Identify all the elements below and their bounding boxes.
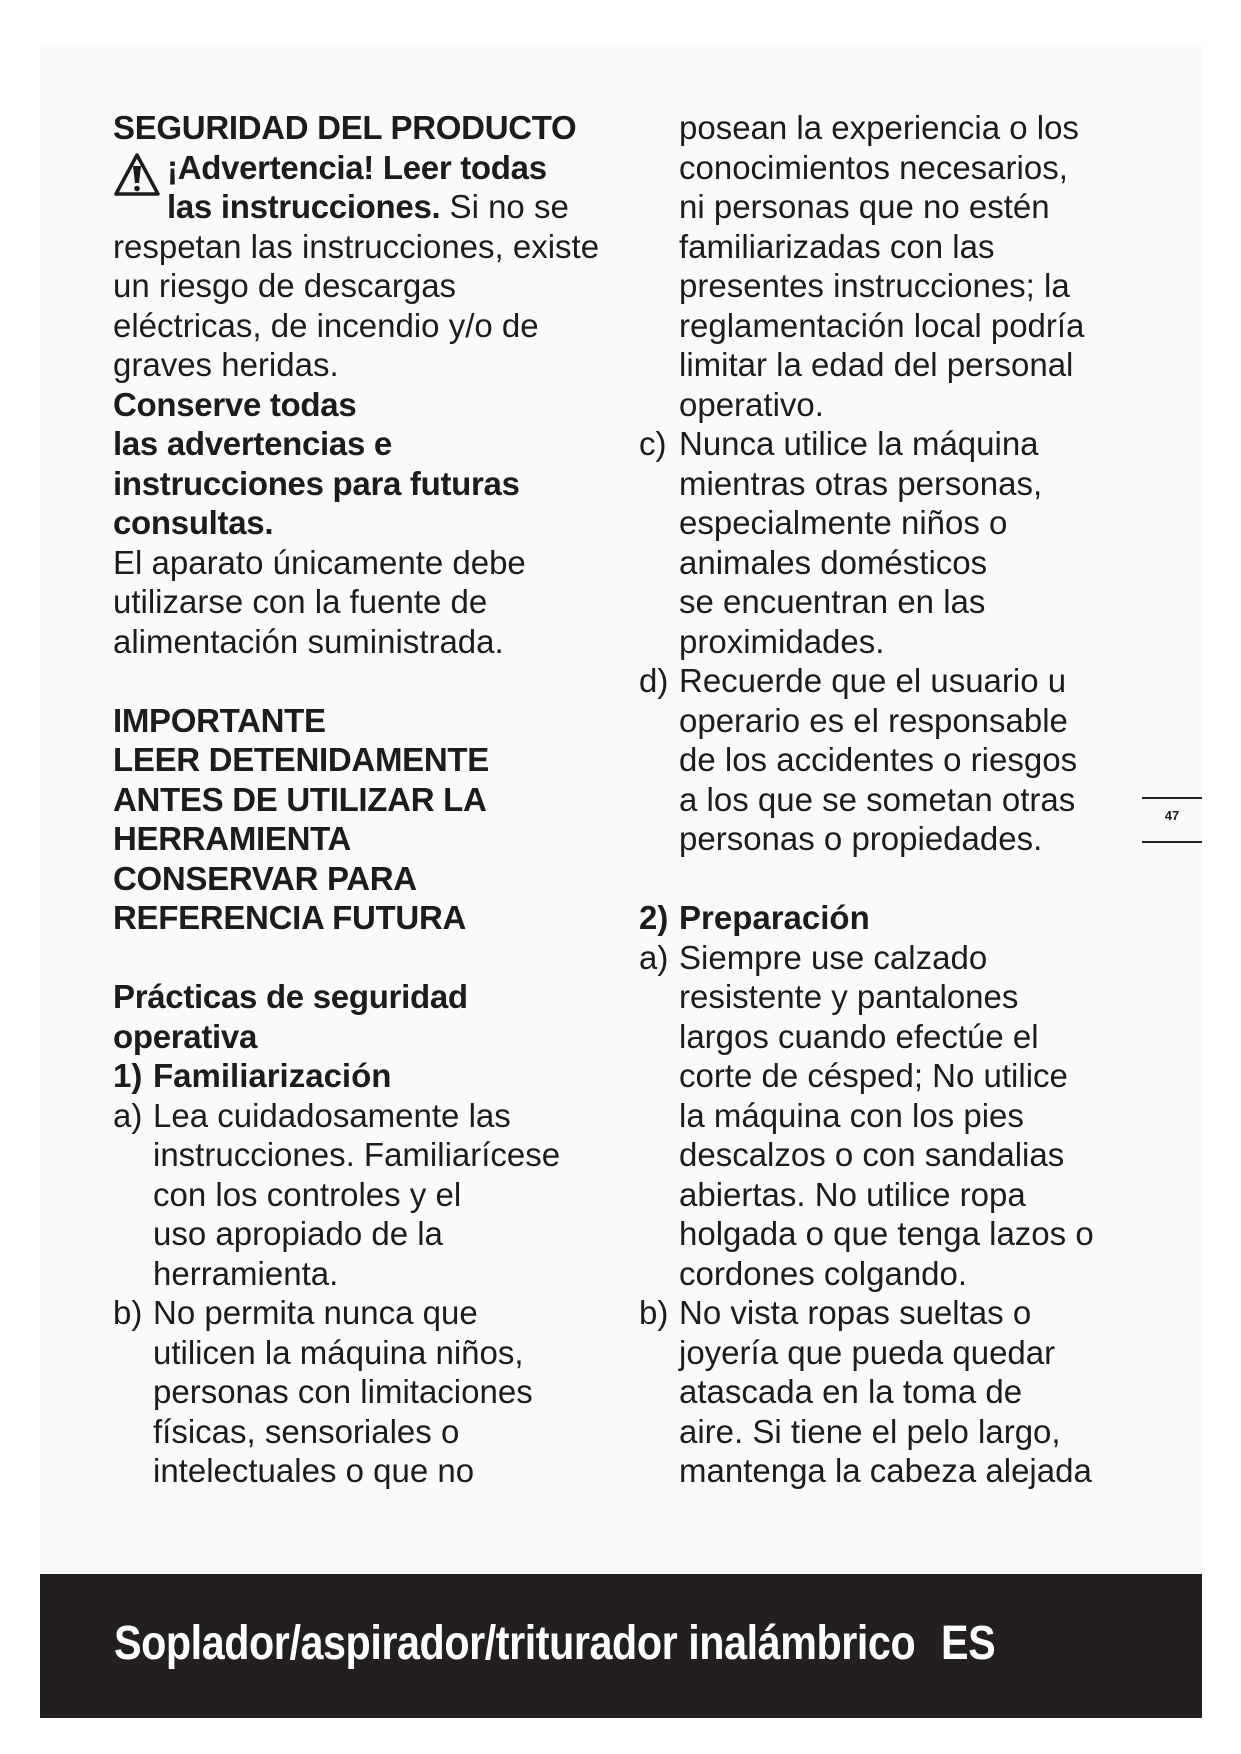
list-item-1c [639, 424, 1159, 661]
left-column [113, 108, 633, 1491]
item-line: instrucciones. Familiarícese [153, 1136, 561, 1173]
item-line: operativo. [679, 385, 824, 423]
list-item-2b [639, 1293, 1159, 1491]
warning-line-1: ¡Advertencia! Leer todas [167, 148, 547, 186]
item-line: No vista ropas sueltas o [679, 1294, 1032, 1331]
item-line: cordones colgando. [679, 1254, 968, 1292]
page-number: 47 [1164, 808, 1180, 823]
keep-line-2: las advertencias e [113, 425, 392, 462]
item-line: largos cuando efectúe el [679, 1017, 1039, 1055]
list-item-1d [639, 661, 1159, 859]
important-line-6: REFERENCIA FUTURA [113, 899, 467, 936]
section-1-title: Familiarización [153, 1057, 392, 1094]
item-label: b) [639, 1294, 669, 1331]
section-1-label: 1) [113, 1057, 143, 1094]
item-line: Recuerde que el usuario u [679, 662, 1067, 699]
power-line-3: alimentación suministrada. [113, 622, 504, 660]
item-line: resistente y pantalones [679, 978, 1019, 1015]
important-line-3: ANTES DE UTILIZAR LA [113, 780, 487, 818]
product-name: Soplador/aspirador/triturador inalámbrico [114, 1617, 916, 1670]
warning-triangle-icon [113, 152, 161, 198]
item-line: físicas, sensoriales o [153, 1412, 460, 1450]
item-line: ni personas que no estén [679, 188, 1050, 225]
right-column [639, 108, 1159, 1491]
item-line: holgada o que tenga lazos o [679, 1215, 1094, 1252]
item-line: se encuentran en las [679, 583, 986, 620]
footer-title [114, 1616, 995, 1671]
important-line-2: LEER DETENIDAMENTE [113, 741, 489, 778]
item-line: intelectuales o que no [153, 1452, 475, 1489]
item-line: personas o propiedades. [679, 820, 1043, 857]
list-item-1b-continued [639, 108, 1159, 424]
important-line-4: HERRAMIENTA [113, 820, 352, 857]
item-label: a) [113, 1096, 143, 1134]
important-line-5: CONSERVAR PARA [113, 859, 417, 897]
product-safety-heading: SEGURIDAD DEL PRODUCTO [113, 109, 577, 146]
warning-line-4: un riesgo de descargas [113, 267, 457, 304]
item-line: No permita nunca que [153, 1294, 478, 1331]
practices-heading-1: Prácticas de seguridad [113, 978, 468, 1015]
language-code: ES [941, 1617, 996, 1670]
list-item-2a [639, 938, 1159, 1294]
item-line: joyería que pueda quedar [679, 1333, 1056, 1371]
item-line: reglamentación local podría [679, 306, 1085, 344]
item-line: conocimientos necesarios, [679, 148, 1068, 186]
item-label: d) [639, 662, 669, 699]
item-line: la máquina con los pies [679, 1096, 1024, 1134]
item-line: presentes instrucciones; la [679, 267, 1070, 304]
warning-bold-2: las instrucciones. [167, 188, 441, 225]
item-line: herramienta. [153, 1254, 339, 1292]
item-line: familiarizadas con las [679, 227, 995, 265]
item-line: aire. Si tiene el pelo largo, [679, 1412, 1061, 1450]
important-line-1: IMPORTANTE [113, 701, 326, 739]
item-label: c) [639, 425, 667, 462]
list-item-1a [113, 1096, 633, 1294]
item-line: utilicen la máquina niños, [153, 1333, 524, 1371]
item-line: personas con limitaciones [153, 1373, 533, 1410]
item-line: de los accidentes o riesgos [679, 741, 1078, 778]
warning-line-2 [167, 187, 633, 227]
spacer [113, 938, 633, 978]
keep-line-3: instrucciones para futuras [113, 464, 520, 502]
item-label: b) [113, 1294, 143, 1331]
warning-line-5: eléctricas, de incendio y/o de [113, 306, 539, 344]
practices-heading-2: operativa [113, 1017, 258, 1055]
item-line: limitar la edad del personal [679, 346, 1074, 383]
item-line: con los controles y el [153, 1175, 462, 1213]
power-line-1: El aparato únicamente debe [113, 543, 526, 581]
item-line: Siempre use calzado [679, 938, 988, 976]
divider [1142, 841, 1202, 843]
section-2-title: Preparación [679, 899, 870, 936]
item-line: Nunca utilice la máquina [679, 425, 1039, 462]
keep-line-4: consultas. [113, 504, 274, 541]
section-1-heading [113, 1056, 633, 1096]
warning-text-2: Si no se [440, 188, 569, 225]
keep-line-1: Conserve todas [113, 385, 357, 423]
item-line: animales domésticos [679, 543, 988, 581]
item-line: abiertas. No utilice ropa [679, 1175, 1026, 1213]
item-label: a) [639, 938, 669, 976]
item-line: posean la experiencia o los [679, 109, 1079, 146]
warning-block [113, 148, 633, 227]
list-item-1b [113, 1293, 633, 1491]
section-2-heading [639, 898, 1159, 938]
warning-line-3: respetan las instrucciones, existe [113, 227, 600, 265]
page-number-tab [1142, 797, 1202, 843]
item-line: mientras otras personas, [679, 464, 1043, 502]
item-line: especialmente niños o [679, 504, 1008, 541]
section-2-label: 2) [639, 899, 669, 936]
divider [1142, 797, 1202, 799]
spacer [113, 661, 633, 701]
item-line: corte de césped; No utilice [679, 1057, 1068, 1094]
item-line: a los que se sometan otras [679, 780, 1076, 818]
item-line: operario es el responsable [679, 701, 1068, 739]
spacer [639, 859, 1159, 899]
warning-line-6: graves heridas. [113, 346, 339, 383]
item-line: Lea cuidadosamente las [153, 1096, 511, 1134]
item-line: proximidades. [679, 622, 885, 660]
item-line: atascada en la toma de [679, 1373, 1023, 1410]
footer-bar [40, 1574, 1202, 1718]
power-line-2: utilizarse con la fuente de [113, 583, 488, 620]
item-line: uso apropiado de la [153, 1215, 443, 1252]
item-line: descalzos o con sandalias [679, 1136, 1065, 1173]
item-line: mantenga la cabeza alejada [679, 1452, 1092, 1489]
